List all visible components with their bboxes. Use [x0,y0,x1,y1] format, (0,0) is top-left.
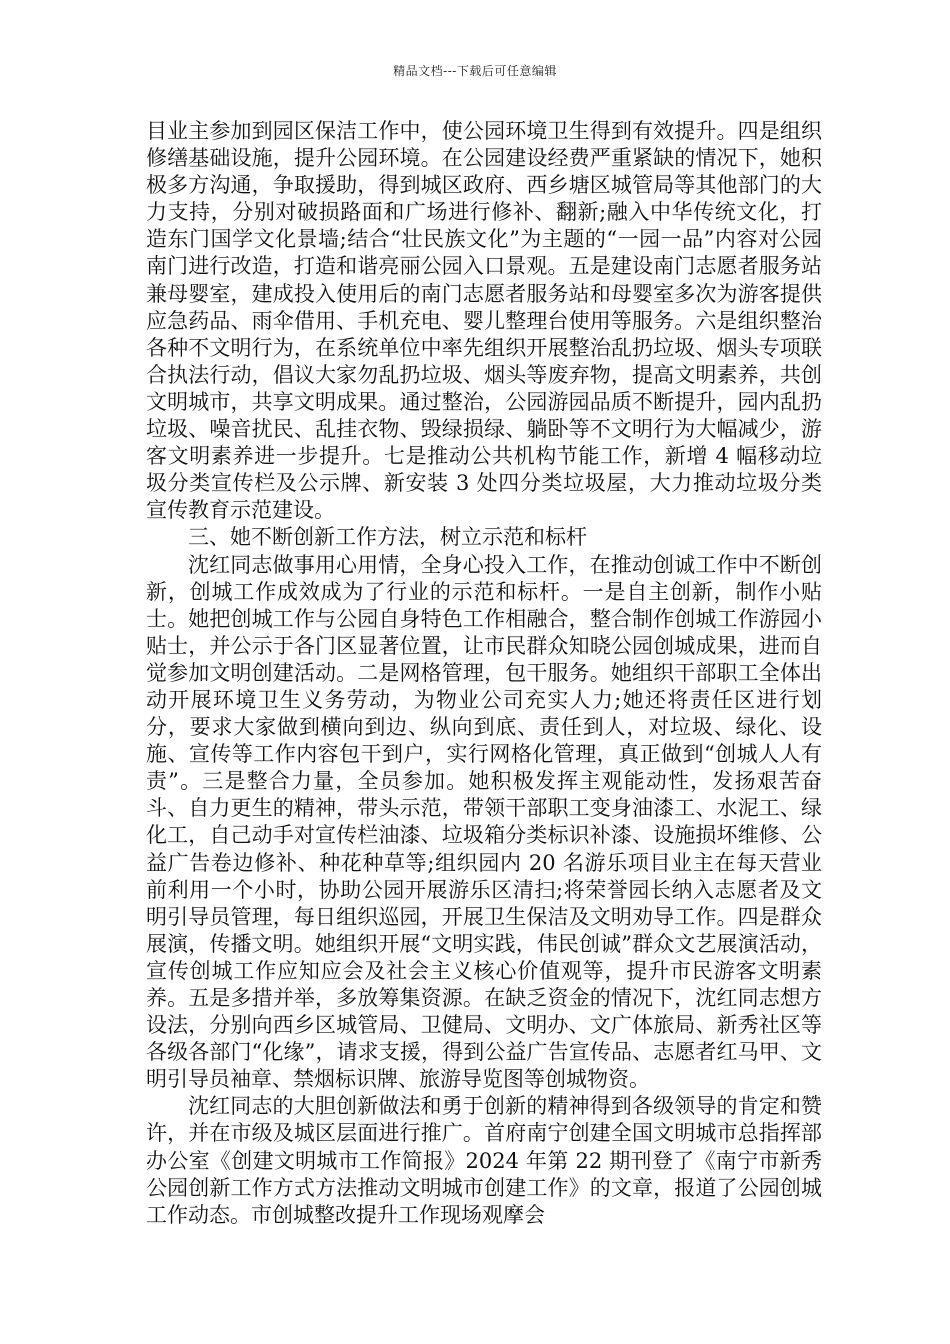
paragraph-3: 沈红同志的大胆创新做法和勇于创新的精神得到各级领导的肯定和赞许，并在市级及城区层面进行推广。首府南宁创建全国文明城市总指挥部办公室《创建文明城市工作简报》2024 年第 22 期刊登了《南宁市新秀公园创新工作方式方法推动文明城市创建工作》的文章，报道了公园创城工作动态。市创城整改提升工作现场观摩会 [146,1094,822,1227]
paragraph-1: 目业主参加到园区保洁工作中，使公园环境卫生得到有效提升。四是组织修缮基础设施，提升公园环境。在公园建设经费严重紧缺的情况下，她积极多方沟通，争取援助，得到城区政府、西乡塘区城管局等其他部门的大力支持，分别对破损路面和广场进行修补、翻新;融入中华传统文化，打造东门国学文化景墙;结合“壮民族文化”为主题的“一园一品”内容对公园南门进行改造，打造和谐亮丽公园入口景观。五是建设南门志愿者服务站兼母婴室，建成投入使用后的南门志愿者服务站和母婴室多次为游客提供应急药品、雨伞借用、手机充电、婴儿整理台使用等服务。六是组织整治各种不文明行为，在系统单位中率先组织开展整治乱扔垃圾、烟头专项联合执法行动，倡议大家勿乱扔垃圾、烟头等废弃物，提高文明素养，共创文明城市，共享文明成果。通过整治，公园游园品质不断提升，园内乱扔垃圾、噪音扰民、乱挂衣物、毁绿损绿、躺卧等不文明行为大幅减少，游客文明素养进一步提升。七是推动公共机构节能工作，新增 4 幅移动垃圾分类宣传栏及公示牌、新安装 3 处四分类垃圾屋，大力推动垃圾分类宣传教育示范建设。 [146,119,822,523]
paragraph-2: 沈红同志做事用心用情，全身心投入工作，在推动创诚工作中不断创新，创城工作成效成为了行业的示范和标杆。一是自主创新，制作小贴士。她把创城工作与公园自身特色工作相融合，整合制作创城工作游园小贴士，并公示于各门区显著位置，让市民群众知晓公园创城成果，进而自觉参加文明创建活动。二是网格管理，包干服务。她组织干部职工全体出动开展环境卫生义务劳动，为物业公司充实人力;她还将责任区进行划分，要求大家做到横向到边、纵向到底、责任到人，对垃圾、绿化、设施、宣传等工作内容包干到户，实行网格化管理，真正做到“创城人人有责”。三是整合力量，全员参加。她积极发挥主观能动性，发扬艰苦奋斗、自力更生的精神，带头示范，带领干部职工变身油漆工、水泥工、绿化工，自己动手对宣传栏油漆、垃圾箱分类标识补漆、设施损坏维修、公益广告卷边修补、种花种草等;组织园内 20 名游乐项目业主在每天营业前利用一个小时，协助公园开展游乐区清扫;将荣誉园长纳入志愿者及文明引导员管理，每日组织巡园，开展卫生保洁及文明劝导工作。四是群众展演，传播文明。她组织开展“文明实践，伟民创诚”群众文艺展演活动，宣传创城工作应知应会及社会主义核心价值观等，提升市民游客文明素养。五是多措并举，多放筹集资源。在缺乏资金的情况下，沈红同志想方设法，分别向西乡区城管局、卫健局、文明办、文广体旅局、新秀社区等各级各部门“化缘”，请求支援，得到公益广告宣传品、志愿者红马甲、文明引导员袖章、禁烟标识牌、旅游导览图等创城物资。 [146,552,822,1092]
document-body [146,118,822,1229]
page-header: 精品文档---下载后可任意编辑 [393,64,557,78]
section-heading: 三、她不断创新工作方法，树立示范和标杆 [188,525,587,550]
